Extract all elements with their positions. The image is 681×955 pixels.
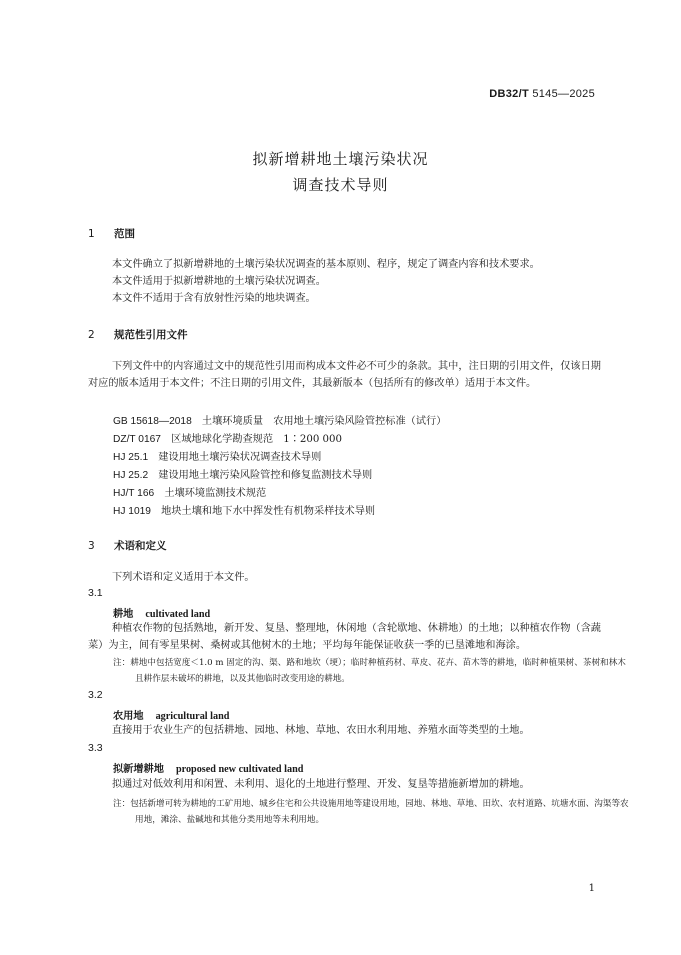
- normative-reference: [113, 430, 342, 445]
- section-1-number: 1: [88, 228, 95, 240]
- section-3-heading: [88, 538, 167, 553]
- normative-reference: [113, 448, 321, 463]
- term-en: agricultural land: [155, 711, 230, 722]
- reference-code: HJ 25.1: [113, 452, 149, 463]
- page-title-line-1: 拟新增耕地土壤污染状况: [252, 150, 429, 168]
- clause-number: 3.1: [88, 587, 103, 599]
- reference-code: HJ 1019: [113, 506, 151, 517]
- section-1-heading: [88, 226, 135, 241]
- section-1-para-2: 本文件适用于拟新增耕地的土壤污染状况调查。: [112, 276, 326, 287]
- reference-code: DZ/T 0167: [113, 434, 161, 445]
- term-heading: [113, 760, 303, 775]
- term-note: 注：包括新增可转为耕地的工矿用地、城乡住宅和公共设施用地等建设用地，园地、林地、草地、田坎、农村道路、坑塘水面、沟渠等农用地，滩涂、盐碱地和其他分类用地等未利用地。: [113, 799, 629, 825]
- section-2-number: 2: [88, 329, 95, 341]
- reference-name: 地块土壤和地下水中挥发性有机物采样技术导则: [161, 506, 376, 517]
- term-definition: 拟通过对低效利用和闲置、未利用、退化的土地进行整理、开发、复垦等措施新增加的耕地。: [112, 779, 530, 790]
- reference-name: 土壤环境质量 农用地土壤污染风险管控标准（试行）: [201, 416, 447, 427]
- term-en: proposed new cultivated land: [175, 764, 304, 775]
- term-zh: 耕地: [113, 609, 134, 620]
- term-zh: 农用地: [113, 711, 144, 722]
- reference-code: GB 15618—2018: [113, 416, 192, 427]
- standard-code: 5145—2025: [532, 88, 595, 100]
- term-en: cultivated land: [145, 609, 211, 620]
- term-note: 注：耕地中包括宽度＜1.0 m 固定的沟、渠、路和地坎（埂）；临时种植药材、草皮、花卉、苗木等的耕地，临时种植果树、茶树和林木且耕作层未破坏的耕地，以及其他临时改变用途的耕地。: [113, 658, 626, 684]
- term-definition: 直接用于农业生产的包括耕地、园地、林地、草地、农田水利用地、养殖水面等类型的土地。: [112, 725, 530, 736]
- normative-reference: [113, 466, 372, 481]
- section-3-title: 术语和定义: [114, 540, 167, 552]
- section-2-title: 规范性引用文件: [114, 329, 188, 341]
- reference-code: HJ/T 166: [113, 488, 155, 499]
- section-1-title: 范围: [114, 228, 135, 240]
- section-1-para-3: 本文件不适用于含有放射性污染的地块调查。: [112, 293, 316, 304]
- section-1-para-1: 本文件确立了拟新增耕地的土壤污染状况调查的基本原则、程序，规定了调查内容和技术要求。: [112, 259, 540, 270]
- term-heading: [113, 605, 210, 620]
- term-zh: 拟新增耕地: [113, 764, 164, 775]
- section-3-number: 3: [88, 540, 95, 552]
- section-3-intro: 下列术语和定义适用于本文件。: [112, 572, 255, 583]
- normative-reference: [113, 412, 446, 427]
- term-definition: 种植农作物的包括熟地，新开发、复垦、整理地，休闲地（含轮歇地、休耕地）的土地；以种植农作物（含蔬菜）为主，间有零星果树、桑树或其他树木的土地；平均每年能保证收获一季的已垦滩地和海涂。: [88, 623, 601, 651]
- reference-name: 建设用地土壤污染风险管控和修复监测技术导则: [158, 470, 373, 481]
- reference-name: 土壤环境监测技术规范: [164, 488, 267, 499]
- clause-number: 3.2: [88, 689, 103, 701]
- reference-name: 区域地球化学勘查规范 1∶200 000: [171, 434, 342, 445]
- section-2-intro: 下列文件中的内容通过文中的规范性引用而构成本文件必不可少的条款。其中，注日期的引用文件，仅该日期对应的版本适用于本文件；不注日期的引用文件，其最新版本（包括所有的修改单）适用于本文件。: [88, 361, 601, 389]
- standard-prefix: DB32/T: [489, 88, 529, 100]
- normative-reference: [113, 484, 266, 499]
- clause-number: 3.3: [88, 742, 103, 754]
- reference-name: 建设用地土壤污染状况调查技术导则: [158, 452, 322, 463]
- section-2-heading: [88, 327, 188, 342]
- page-number: 1: [588, 883, 595, 894]
- reference-code: HJ 25.2: [113, 470, 149, 481]
- term-heading: [113, 707, 229, 722]
- standard-number: [489, 88, 595, 100]
- normative-reference: [113, 502, 375, 517]
- page-title-line-2: 调查技术导则: [292, 176, 389, 194]
